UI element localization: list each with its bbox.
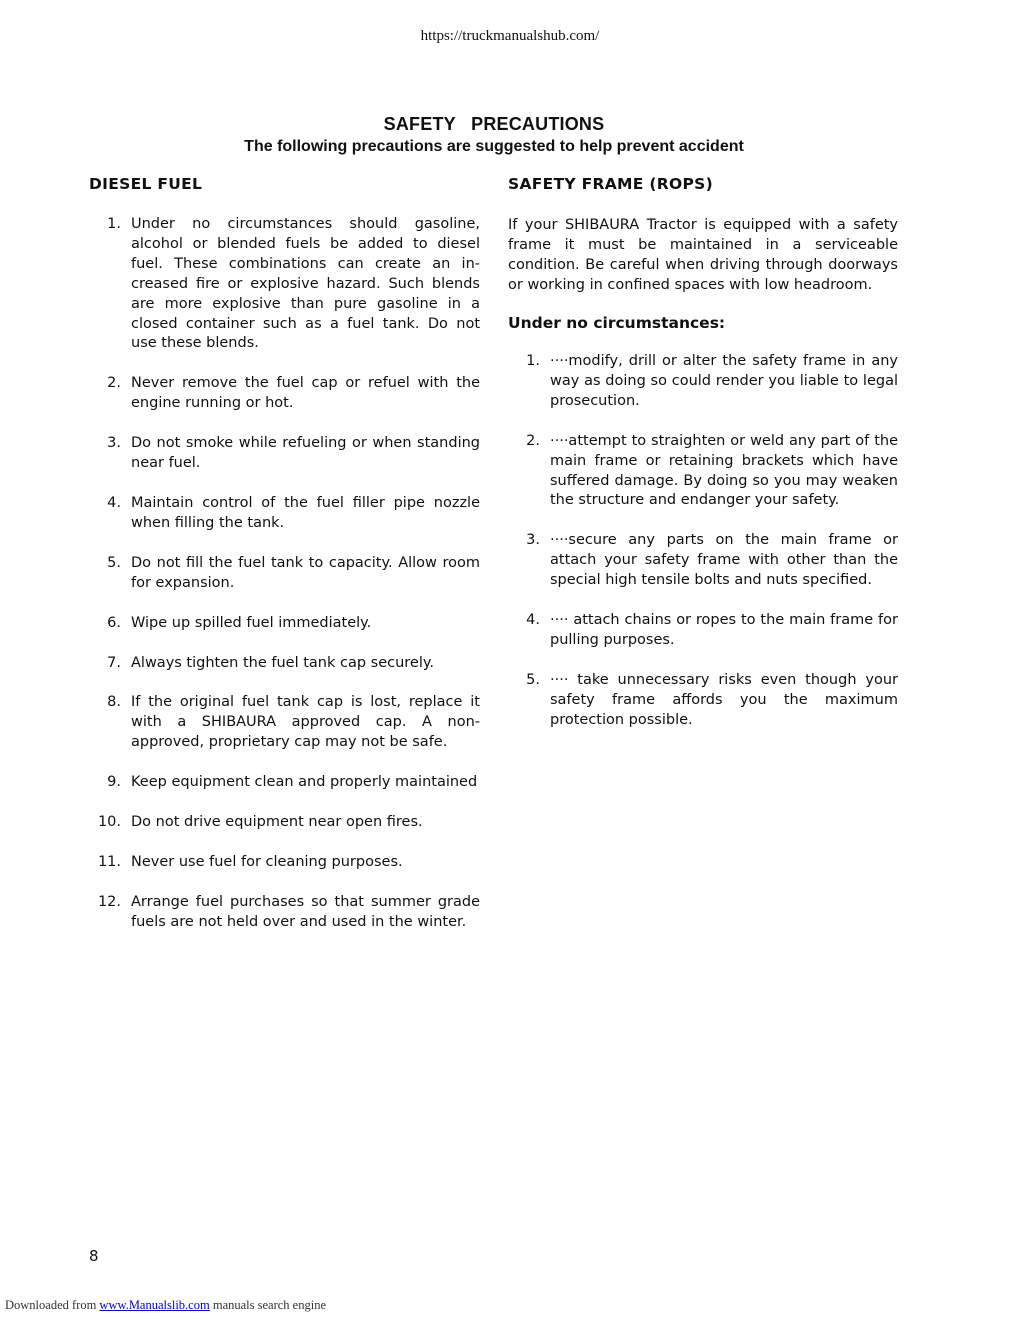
list-item-text: ···· attach chains or ropes to the main frame for pulling purposes. <box>550 612 898 648</box>
list-item-text: Under no circumstances should gasoline, alcohol or blended fuels be added to diesel fuel. These combinations can create an increased fire or explosive hazard. Such blends are more explosive than pure gasoline in a closed container such as a fuel tank. Do not use these blends. <box>131 216 480 352</box>
list-item-number: 5. <box>526 671 540 688</box>
list-item-number: 1. <box>107 216 121 232</box>
list-item <box>508 531 898 591</box>
list-item <box>508 611 898 651</box>
list-item-text: If the original fuel tank cap is lost, replace it with a SHIBAURA approved cap. A non-approved, proprietary cap may not be safe. <box>131 694 480 751</box>
footer-prefix: Downloaded from <box>5 1298 100 1312</box>
list-item <box>89 893 480 933</box>
diesel-fuel-section <box>89 175 480 953</box>
list-item-text: Arrange fuel purchases so that summer grade fuels are not held over and used in the winter. <box>131 893 480 930</box>
safety-frame-section <box>508 175 898 751</box>
list-item <box>89 853 480 873</box>
list-item-number: 7. <box>107 654 121 671</box>
list-item <box>89 813 480 833</box>
section-heading-safety-frame: SAFETY FRAME (ROPS) <box>508 175 713 193</box>
under-no-circumstances-heading: Under no circumstances: <box>508 314 726 332</box>
list-item-number: 3. <box>107 435 121 452</box>
safety-frame-list <box>508 352 898 731</box>
list-item-number: 1. <box>526 353 540 369</box>
section-heading-diesel-fuel: DIESEL FUEL <box>89 175 203 193</box>
footer <box>5 1298 326 1313</box>
list-item <box>89 494 480 534</box>
list-item <box>89 614 480 634</box>
list-item-text: ···· take unnecessary risks even though your safety frame affords you the maximum protection possible. <box>550 671 898 728</box>
list-item <box>89 215 480 354</box>
list-item-text: Maintain control of the fuel filler pipe nozzle when filling the tank. <box>131 494 480 531</box>
list-item <box>508 671 898 731</box>
list-item-number: 6. <box>107 614 121 631</box>
page-title: SAFETY PRECAUTIONS <box>383 114 605 134</box>
list-item-number: 5. <box>107 554 121 571</box>
list-item-text: ····secure any parts on the main frame or attach your safety frame with other than the special high tensile bolts and nuts specified. <box>550 532 898 589</box>
footer-suffix: manuals search engine <box>209 1298 326 1312</box>
list-item-text: Do not fill the fuel tank to capacity. Allow room for expansion. <box>131 554 480 591</box>
list-item-text: Always tighten the fuel tank cap securely. <box>131 654 434 671</box>
title-block <box>0 114 988 156</box>
list-item-text: Never use fuel for cleaning purposes. <box>131 853 403 870</box>
list-item-number: 8. <box>107 694 121 711</box>
safety-frame-intro: If your SHIBAURA Tractor is equipped with a safety frame it must be maintained in a serviceable condition. Be careful when driving through doorways or working in confined spaces with low headroom. <box>508 217 898 293</box>
list-item-text: Never remove the fuel cap or refuel with the engine running or hot. <box>131 375 480 412</box>
page-number: 8 <box>89 1247 99 1265</box>
list-item <box>89 693 480 753</box>
list-item-text: Wipe up spilled fuel immediately. <box>131 614 372 631</box>
list-item-number: 9. <box>107 774 121 791</box>
header-url: https://truckmanualshub.com/ <box>420 28 600 44</box>
list-item-number: 4. <box>107 494 121 511</box>
list-item-number: 4. <box>526 612 540 629</box>
list-item-number: 3. <box>526 532 540 549</box>
list-item-number: 12. <box>97 893 121 910</box>
list-item <box>89 773 480 793</box>
list-item <box>89 654 480 674</box>
list-item-number: 2. <box>526 432 540 449</box>
list-item-text: Do not smoke while refueling or when standing near fuel. <box>131 435 480 472</box>
list-item <box>89 434 480 474</box>
list-item-text: ····attempt to straighten or weld any part of the main frame or retaining brackets which have suffered damage. By doing so you may weaken the structure and endanger your safety. <box>550 432 898 509</box>
list-item <box>89 374 480 414</box>
list-item-text: Do not drive equipment near open fires. <box>131 814 423 831</box>
list-item <box>508 352 898 412</box>
list-item-number: 11. <box>97 853 121 870</box>
list-item <box>89 554 480 594</box>
list-item-number: 2. <box>107 375 121 392</box>
manualslib-link[interactable]: www.Manualslib.com <box>99 1298 210 1312</box>
list-item-text: Keep equipment clean and properly maintained <box>131 774 478 791</box>
list-item-text: ····modify, drill or alter the safety frame in any way as doing so could render you liable to legal prosecution. <box>550 353 898 409</box>
page-subtitle: The following precautions are suggested to help prevent accident <box>244 138 744 155</box>
diesel-fuel-list <box>89 215 480 933</box>
list-item <box>508 432 898 512</box>
list-item-number: 10. <box>97 814 121 831</box>
